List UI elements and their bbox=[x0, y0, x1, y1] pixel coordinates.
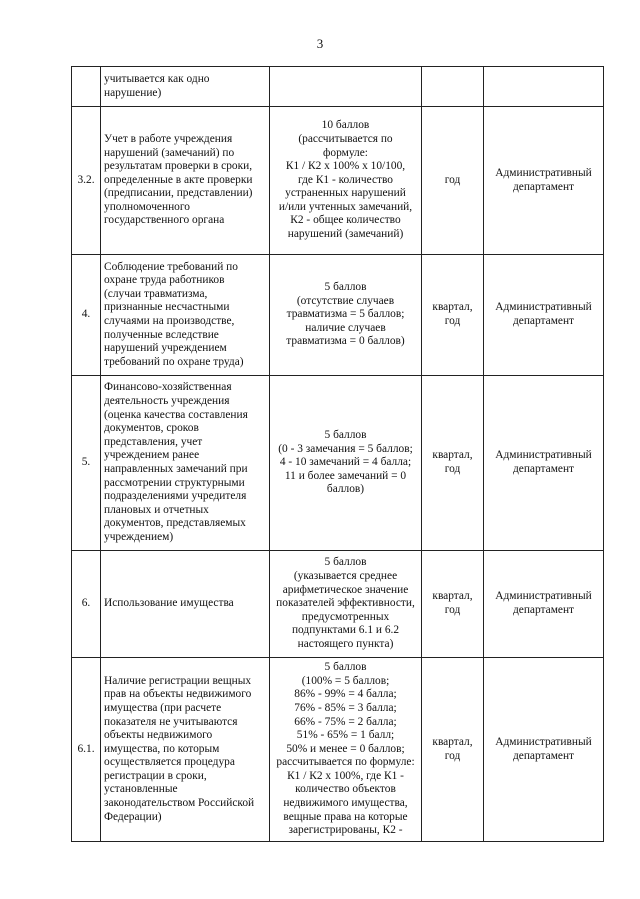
responsible-cell: Административный департамент bbox=[484, 658, 604, 842]
table-row bbox=[72, 107, 604, 255]
table-row bbox=[72, 255, 604, 376]
criterion-cell: учитывается как одно нарушение) bbox=[101, 67, 270, 107]
criterion-cell: Финансово-хозяйственная деятельность учреждения (оценка качества составления документов, сроков представления, учет учреждением ранее направленных замечаний при рассмотрении структурными подразделениями учредителя плановых и отчетных документов, представляемых учреждением) bbox=[101, 376, 270, 551]
row-number bbox=[72, 67, 101, 107]
row-number: 5. bbox=[72, 376, 101, 551]
score-cell: 10 баллов (рассчитывается по формуле: К1 / К2 х 100% х 10/100, где К1 - количество устраненных нарушений и/или учтенных замечаний, К2 - общее количество нарушений (замечаний) bbox=[270, 107, 422, 255]
score-cell: 5 баллов (0 - 3 замечания = 5 баллов; 4 - 10 замечаний = 4 балла; 11 и более замечаний = 0 баллов) bbox=[270, 376, 422, 551]
period-cell: квартал, год bbox=[422, 376, 484, 551]
criteria-table bbox=[71, 66, 604, 842]
period-cell bbox=[422, 67, 484, 107]
criterion-cell: Наличие регистрации вещных прав на объекты недвижимого имущества (при расчете показателя не учитываются объекты недвижимого имущества, по которым осуществляется процедура регистрации в сроки, установленные законодательством Российской Федерации) bbox=[101, 658, 270, 842]
row-number: 6.1. bbox=[72, 658, 101, 842]
period-cell: квартал, год bbox=[422, 658, 484, 842]
period-cell: квартал, год bbox=[422, 551, 484, 658]
table-row bbox=[72, 376, 604, 551]
criterion-cell: Учет в работе учреждения нарушений (замечаний) по результатам проверки в сроки, определенные в акте проверки (предписании, представлении) уполномоченного государственного органа bbox=[101, 107, 270, 255]
responsible-cell: Административный департамент bbox=[484, 551, 604, 658]
score-cell: 5 баллов (100% = 5 баллов; 86% - 99% = 4 балла; 76% - 85% = 3 балла; 66% - 75% = 2 балла; 51% - 65% = 1 балл; 50% и менее = 0 баллов; рассчитывается по формуле: К1 / К2 х 100%, где К1 - количество объектов недвижимого имущества, вещные права на которые зарегистрированы, К2 - bbox=[270, 658, 422, 842]
row-number: 6. bbox=[72, 551, 101, 658]
row-number: 4. bbox=[72, 255, 101, 376]
score-cell: 5 баллов (указывается среднее арифметическое значение показателей эффективности, предусмотренных подпунктами 6.1 и 6.2 настоящего пункта) bbox=[270, 551, 422, 658]
responsible-cell: Административный департамент bbox=[484, 376, 604, 551]
responsible-cell: Административный департамент bbox=[484, 255, 604, 376]
table-row bbox=[72, 67, 604, 107]
row-number: 3.2. bbox=[72, 107, 101, 255]
criterion-cell: Использование имущества bbox=[101, 551, 270, 658]
responsible-cell bbox=[484, 67, 604, 107]
period-cell: год bbox=[422, 107, 484, 255]
page-number: 3 bbox=[316, 36, 324, 51]
table-row bbox=[72, 658, 604, 842]
period-cell: квартал, год bbox=[422, 255, 484, 376]
score-cell bbox=[270, 67, 422, 107]
criterion-cell: Соблюдение требований по охране труда работников (случаи травматизма, признанные несчастными случаями на производстве, полученные вследствие нарушений учреждением требований по охране труда) bbox=[101, 255, 270, 376]
score-cell: 5 баллов (отсутствие случаев травматизма = 5 баллов; наличие случаев травматизма = 0 баллов) bbox=[270, 255, 422, 376]
responsible-cell: Административный департамент bbox=[484, 107, 604, 255]
table-row bbox=[72, 551, 604, 658]
